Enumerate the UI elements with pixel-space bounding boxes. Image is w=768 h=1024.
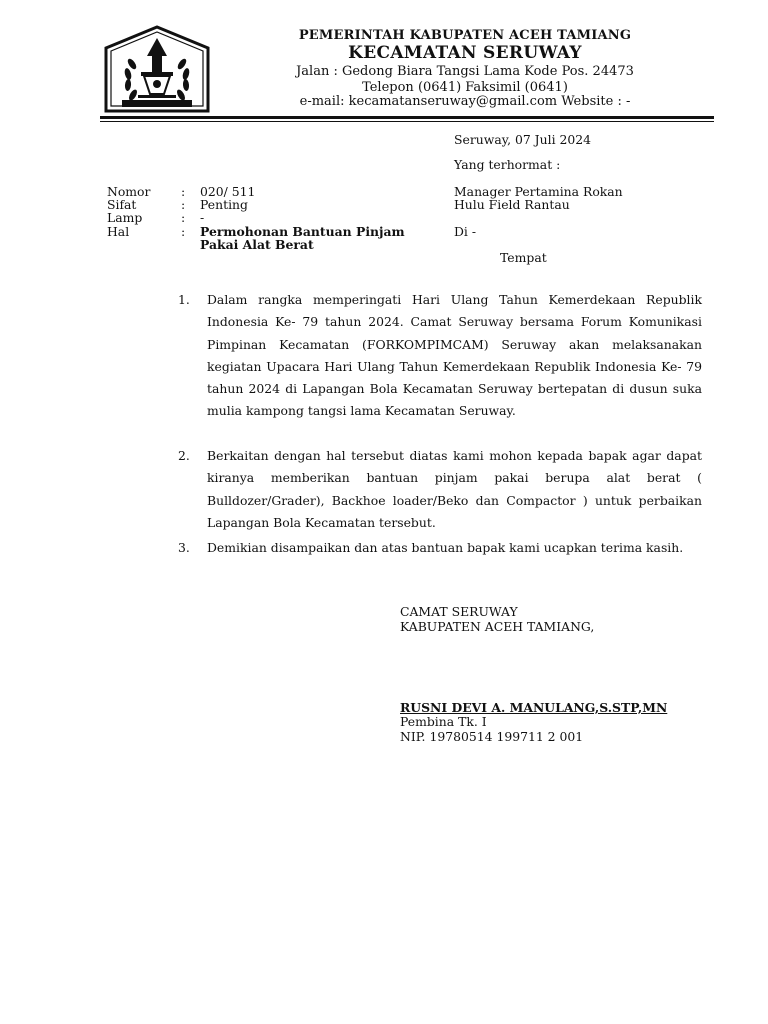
- list-item-text: Demikian disampaikan dan atas bantuan bapak kami ucapkan terima kasih.: [207, 540, 684, 555]
- hal-label: Hal: [107, 224, 130, 239]
- greeting: Yang terhormat :: [454, 157, 561, 172]
- list-item: [178, 537, 702, 559]
- nomor-value: 020/ 511: [200, 184, 256, 199]
- list-item: [178, 289, 702, 423]
- sifat-colon: :: [181, 197, 186, 212]
- hal-value-line-2: Pakai Alat Berat: [200, 237, 314, 252]
- list-item-number: 1.: [178, 292, 190, 307]
- letterhead-divider-thin: [100, 121, 714, 122]
- list-item-number: 2.: [178, 448, 190, 463]
- government-heading: PEMERINTAH KABUPATEN ACEH TAMIANG: [298, 28, 632, 43]
- office-contact: e-mail: kecamatanseruway@gmail.com Website : -: [299, 94, 631, 109]
- list-item: [178, 445, 702, 534]
- signatory-title-line-2: KABUPATEN ACEH TAMIANG,: [400, 619, 595, 634]
- office-address: Jalan : Gedong Biara Tangsi Lama Kode Pos. 24473: [296, 64, 634, 79]
- lamp-label: Lamp: [107, 210, 143, 225]
- list-item-number: 3.: [178, 540, 190, 555]
- signatory-rank: Pembina Tk. I: [400, 714, 487, 729]
- lamp-colon: :: [181, 210, 186, 225]
- hal-colon: :: [181, 224, 186, 239]
- list-item-text: Berkaitan dengan hal tersebut diatas kami mohon kepada bapak agar dapat kiranya memberikan bantuan pinjam pakai berupa alat berat ( Bulldozer/Grader), Backhoe loader/Beko dan Compactor ) untuk perbaikan Lapangan Bola Kecamatan tersebut.: [207, 448, 702, 530]
- hal-value-line-1: Permohonan Bantuan Pinjam: [200, 224, 405, 239]
- office-heading: KECAMATAN SERUWAY: [348, 43, 582, 63]
- nomor-label: Nomor: [107, 184, 151, 199]
- recipient-place: Tempat: [500, 250, 547, 265]
- office-phone: Telepon (0641) Faksimil (0641): [362, 80, 568, 95]
- signatory-name: RUSNI DEVI A. MANULANG,S.STP,MN: [400, 700, 668, 715]
- sifat-value: Penting: [200, 197, 248, 212]
- sifat-label: Sifat: [107, 197, 137, 212]
- recipient-di: Di -: [454, 224, 477, 239]
- recipient-line-2: Hulu Field Rantau: [454, 197, 570, 212]
- recipient-line-1: Manager Pertamina Rokan: [454, 184, 623, 199]
- signatory-title: CAMAT SERUWAY: [400, 604, 518, 619]
- aceh-tamiang-emblem-icon: [102, 24, 212, 114]
- list-item-text: Dalam rangka memperingati Hari Ulang Tahun Kemerdekaan Republik Indonesia Ke- 79 tahun 2024. Camat Seruway bersama Forum Komunikasi Pimpinan Kecamatan (FORKOMPIMCAM) Seruway akan melaksanakan kegiatan Upacara Hari Ulang Tahun Kemerdekaan Republik Indonesia Ke- 79 tahun 2024 di Lapangan Bola Kecamatan Seruway bertepatan di dusun suka mulia kampong tangsi lama Kecamatan Seruway.: [207, 292, 702, 419]
- lamp-value: -: [200, 210, 205, 225]
- letterhead-divider: [100, 116, 714, 119]
- signatory-nip: NIP. 19780514 199711 2 001: [400, 729, 584, 744]
- nomor-colon: :: [181, 184, 186, 199]
- letter-date: Seruway, 07 Juli 2024: [454, 132, 591, 147]
